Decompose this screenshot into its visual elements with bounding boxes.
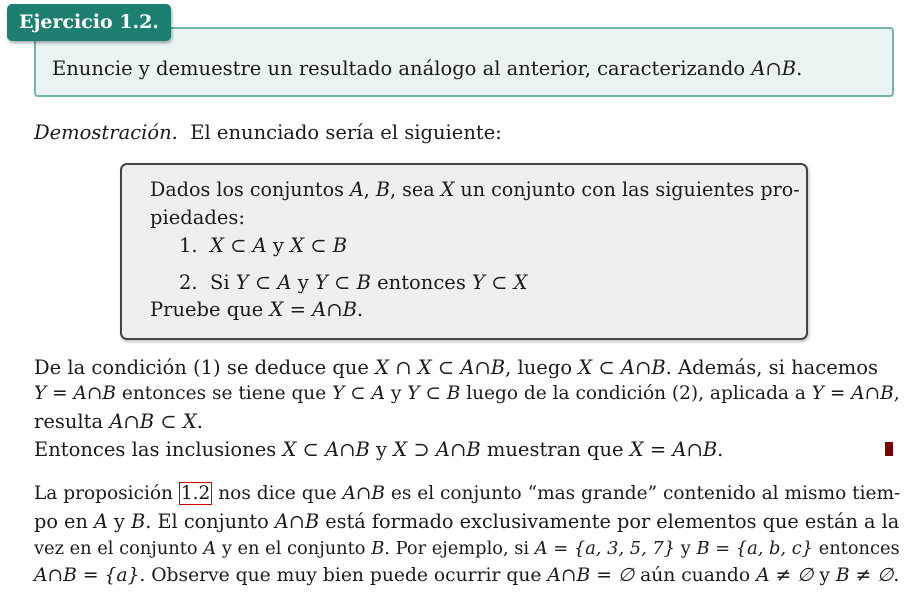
proof-line-4 [34,438,723,461]
text: es el conjunto “mas grande” contenido al mismo tiem- [390,483,901,504]
math-expr: Y ⊂ A [235,271,292,294]
proof-line-2 [34,383,900,404]
text: , sea [389,178,435,201]
math-expr: A∩B [274,510,320,533]
math-expr: A ≠ ∅ [756,565,814,586]
math-expr: X ⊂ A [210,234,267,257]
text: y [297,271,309,294]
punct: . [893,565,900,586]
text: luego de la condición (2), aplicada a [466,383,806,404]
math-expr: X = A∩B [269,298,357,321]
math-expr: X [440,178,455,201]
punct: . [796,57,803,80]
text: y [272,234,284,257]
punct: . [356,298,364,321]
list-number: 2. [179,271,198,294]
text: entonces [377,271,466,294]
math-expr: X = A∩B [629,438,718,461]
math-expr: Y = A∩B [34,383,117,404]
text: y [376,438,388,461]
final-line-2 [34,510,899,533]
proof-heading [34,121,502,144]
text: Dados los conjuntos [150,178,344,201]
math-expr: X ⊂ A∩B [578,356,666,379]
math-expr: B ≠ ∅ [835,565,894,586]
text: po en [34,510,88,533]
statement-box [120,163,808,340]
text: Pruebe que [150,298,264,321]
text: y [819,565,830,586]
text: y en el conjunto [221,538,366,559]
final-line-3 [34,538,900,559]
text: , luego [505,356,573,379]
math-expr: Y = A∩B [811,383,894,404]
text: Entonces las inclusiones [34,438,277,461]
final-line-4 [34,565,899,586]
statement-line-2: piedades: [150,206,245,229]
text: entonces [818,538,900,559]
text: . Observe que muy bien puede ocurrir que [139,565,542,586]
text: resulta [34,410,104,433]
math-expr: B [371,538,385,559]
math-expr: B [131,510,146,533]
math-expr: B = {a, b, c} [696,538,814,559]
math-expr: A∩B [342,483,385,504]
statement-line-1 [150,178,800,201]
math-expr: Y ⊂ B [407,383,461,404]
text: y [680,538,691,559]
proof-label: Demostración. [34,121,178,144]
list-number: 1. [179,234,198,257]
math-expr: X ⊂ A∩B [282,438,370,461]
punct: . [717,438,724,461]
text: y [114,510,125,533]
text: y [390,383,402,404]
punct: . [196,410,203,433]
math-expr: A = {a, 3, 5, 7} [534,538,676,559]
math-expr: Y ⊂ B [314,271,371,294]
text: La proposición [34,483,173,504]
statement-item-1 [179,234,347,257]
proof-line-3 [34,410,203,433]
math-expr: A [203,538,217,559]
math-expr: X ⊂ B [290,234,348,257]
exercise-text [52,57,802,80]
text: vez en el conjunto [34,538,198,559]
math-expr: A∩B = ∅ [547,565,635,586]
math-expr: X ⊃ A∩B [393,438,481,461]
math-expr: A [94,510,108,533]
text: un conjunto con las siguientes pro- [460,178,800,201]
statement-line-5 [150,298,363,321]
math-expr: A [349,178,364,201]
text: . El conjunto [145,510,269,533]
proposition-ref-link[interactable]: 1.2 [180,483,211,504]
statement-item-2 [179,271,528,294]
text: entonces se tiene que [121,383,327,404]
punct: , [363,178,370,201]
math-expr: A∩B ⊂ X [109,410,197,433]
exercise-statement: Enuncie y demuestre un resultado análogo al anterior, caracterizando [52,57,746,80]
text: está formado exclusivamente por elementos que están a la [325,510,900,533]
text: De la condición (1) se deduce que [34,356,369,379]
math-expr: A∩B = {a} [34,565,140,586]
math-expr: Y ⊂ A [332,383,385,404]
text: Si [210,271,230,294]
proof-intro: El enunciado sería el siguiente: [190,121,502,144]
exercise-tab: Ejercicio 1.2. [7,4,171,41]
text: aún cuando [640,565,751,586]
punct: , [893,383,900,404]
math-expr: B [375,178,390,201]
math-expr: X ∩ X ⊂ A∩B [375,356,506,379]
math-expr: Y ⊂ X [472,271,528,294]
text: . Por ejemplo, si [384,538,530,559]
text: . Además, si hacemos [665,356,879,379]
text: muestran que [486,438,624,461]
final-line-1 [34,483,900,504]
proof-line-1 [34,356,878,379]
qed-square-icon [885,442,893,456]
math-expr: A∩B [751,57,797,80]
text: nos dice que [218,483,337,504]
